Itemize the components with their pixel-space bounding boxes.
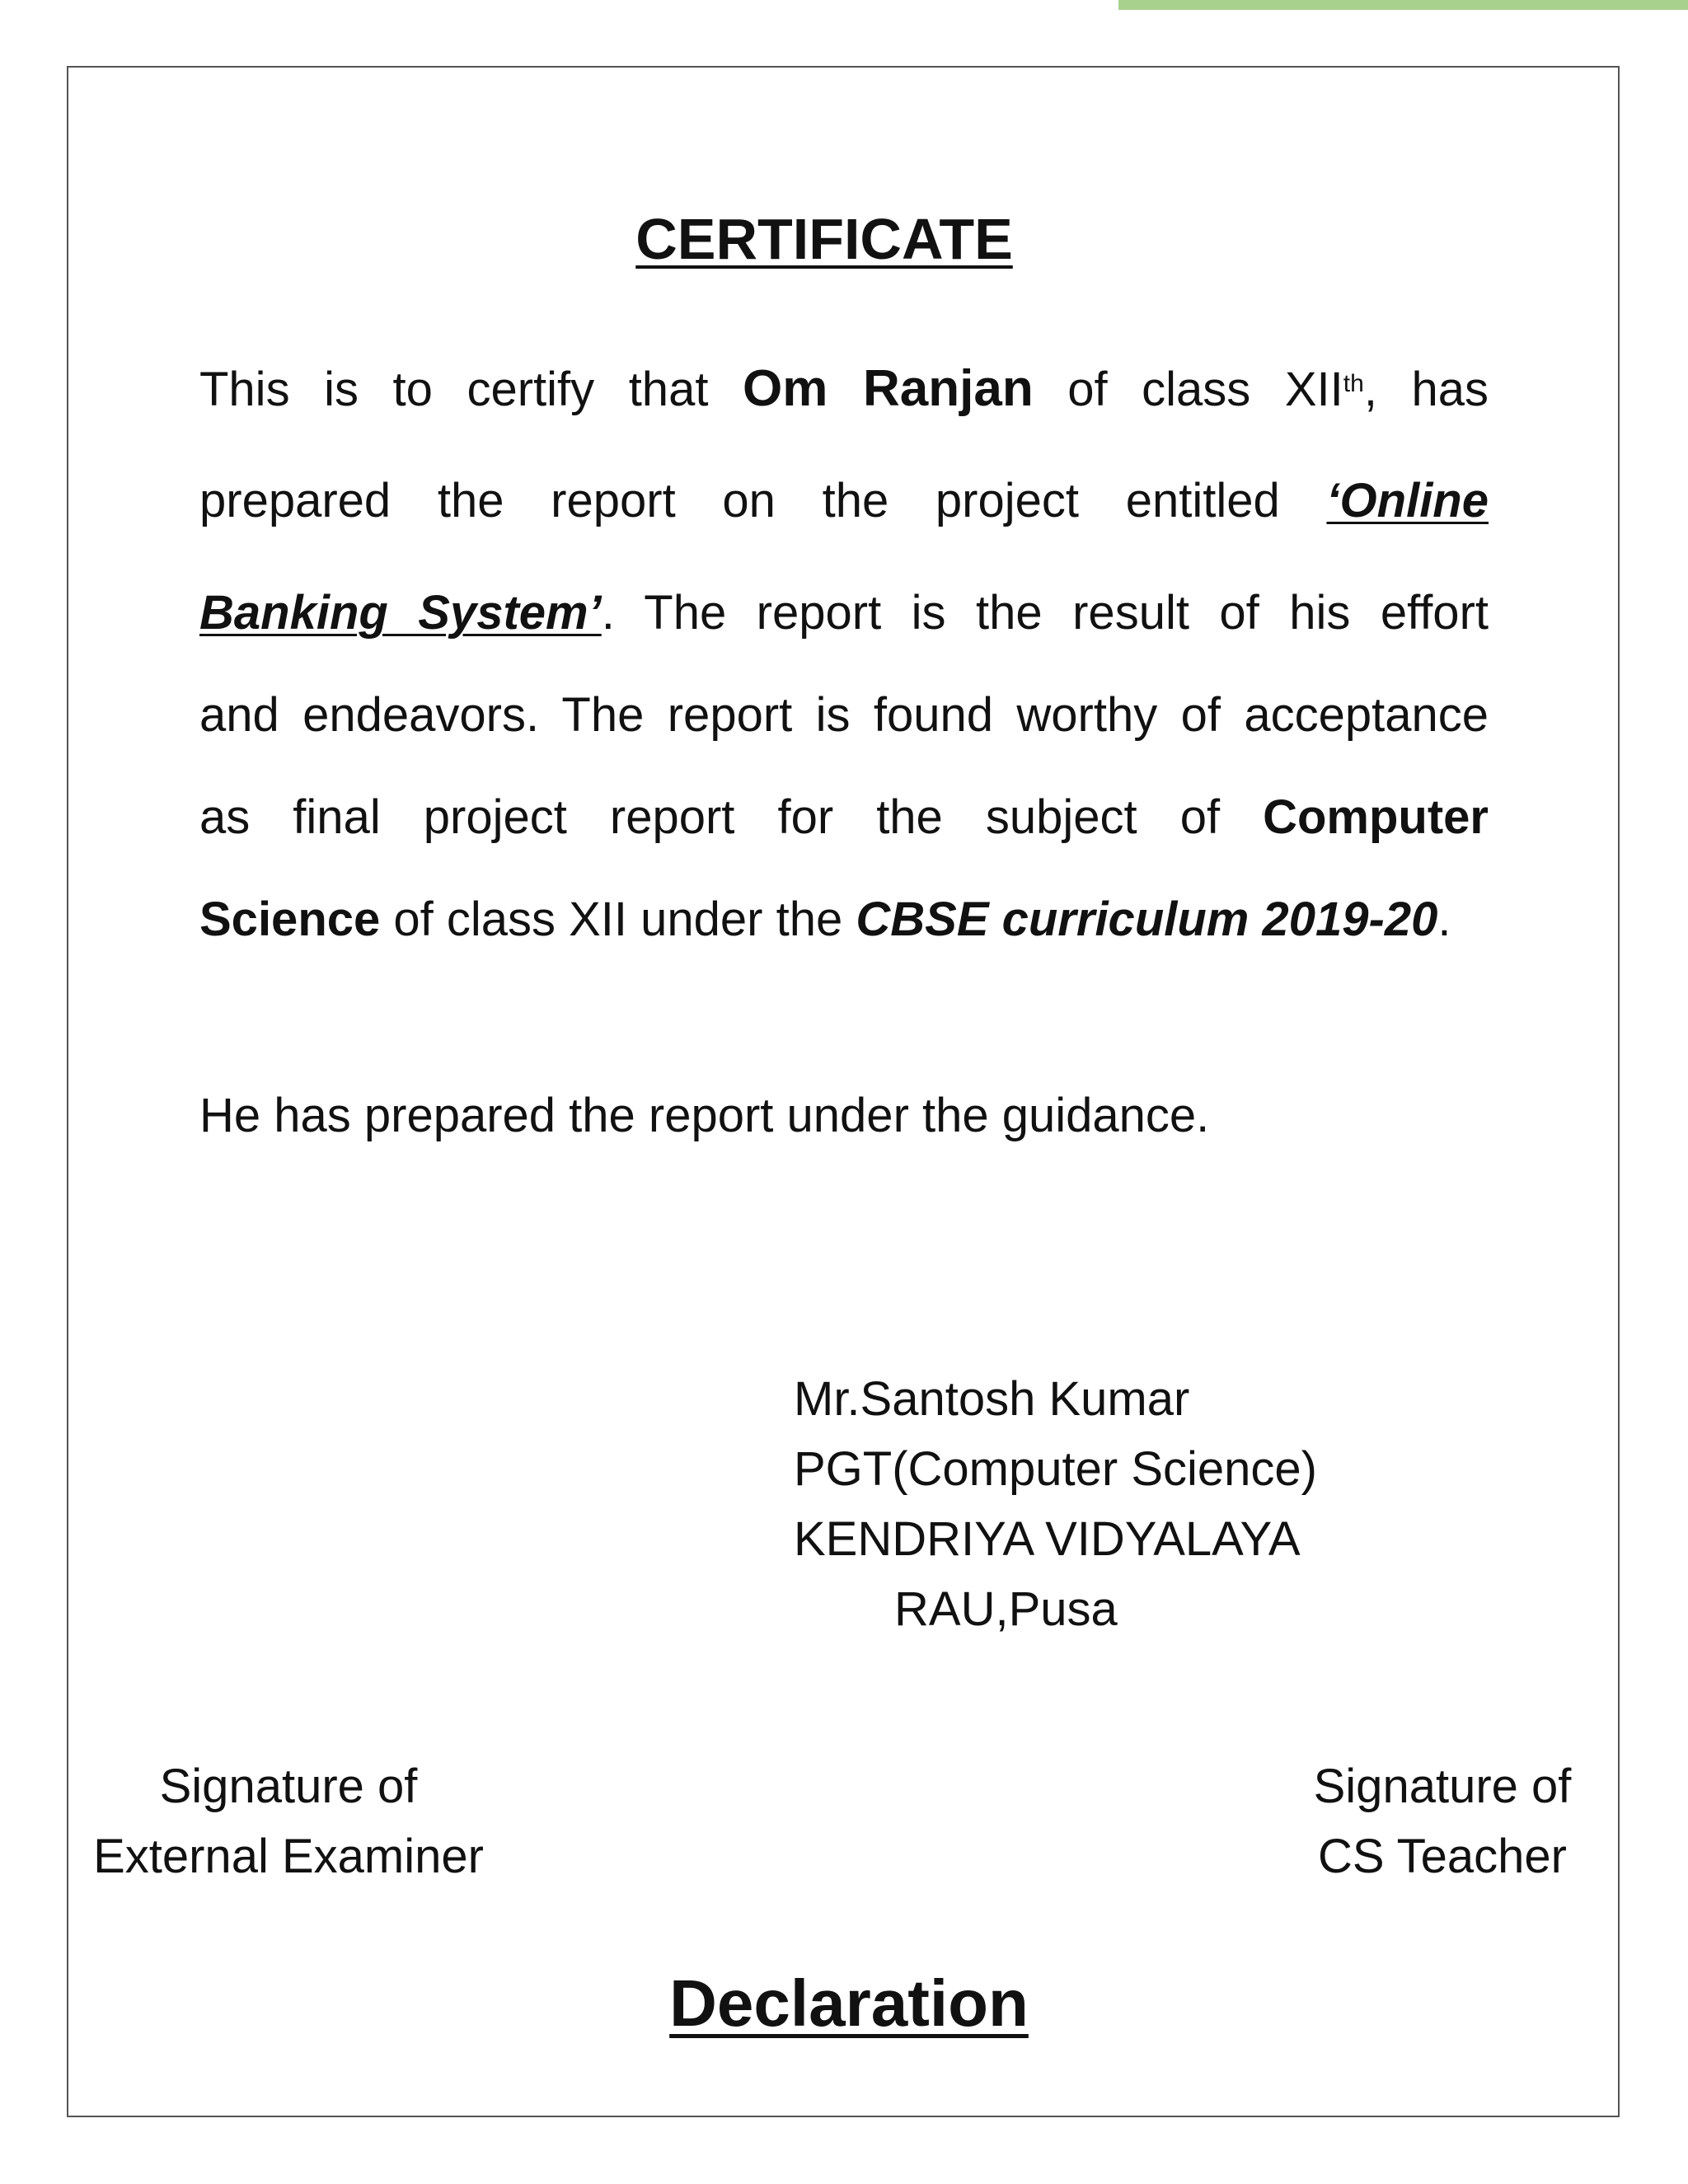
class-superscript: th [1343,370,1364,397]
teacher-details [794,1364,1317,1644]
certificate-line-5 [199,773,1489,875]
signature-left-line-2: External Examiner [93,1830,484,1883]
certificate-line-6 [199,875,1489,977]
school-name: KENDRIYA VIDYALAYA [794,1512,1301,1566]
top-accent-bar [1118,0,1688,10]
signature-right-line-1: Signature of [1313,1760,1572,1813]
line6-mid-text: of class XII under the [380,893,856,946]
subject-end: Science [199,893,381,946]
curriculum-text: CBSE curriculum 2019-20 [856,893,1438,946]
certificate-body [199,344,1489,977]
line6-post-text: . [1437,893,1451,946]
certificate-line-3 [199,569,1489,671]
project-title-end: Banking System’ [199,586,602,640]
cs-teacher-signature [1286,1751,1599,1891]
line5-pre-text: as final project report for the subject of [199,790,1264,844]
certificate-title: CERTIFICATE [635,207,1013,271]
external-examiner-signature [87,1751,490,1891]
school-location: RAU,Pusa [894,1582,1118,1636]
certificate-line-4: and endeavors. The report is found worthy of acceptance [199,688,1489,742]
signature-left-line-1: Signature of [159,1760,418,1813]
student-name: Om Ranjan [742,360,1034,417]
teacher-name: Mr.Santosh Kumar [794,1372,1190,1426]
certificate-line-2 [199,457,1489,569]
certificate-line-1 [199,344,1489,457]
line2-pre-text: prepared the report on the project entitled [199,474,1327,527]
line1-pre-text: This is to certify that [199,363,743,416]
line3-post-text: . The report is the result of his effort [601,586,1489,640]
line1-post-text: , has [1363,363,1489,416]
line1-class-text: of class XII [1033,363,1343,416]
subject-start: Computer [1263,790,1489,844]
project-title-start: ‘Online [1326,474,1489,527]
declaration-title: Declaration [669,1966,1029,2040]
signature-right-line-2: CS Teacher [1318,1830,1567,1883]
guidance-statement: He has prepared the report under the guidance. [199,1089,1210,1142]
teacher-designation: PGT(Computer Science) [794,1442,1317,1496]
